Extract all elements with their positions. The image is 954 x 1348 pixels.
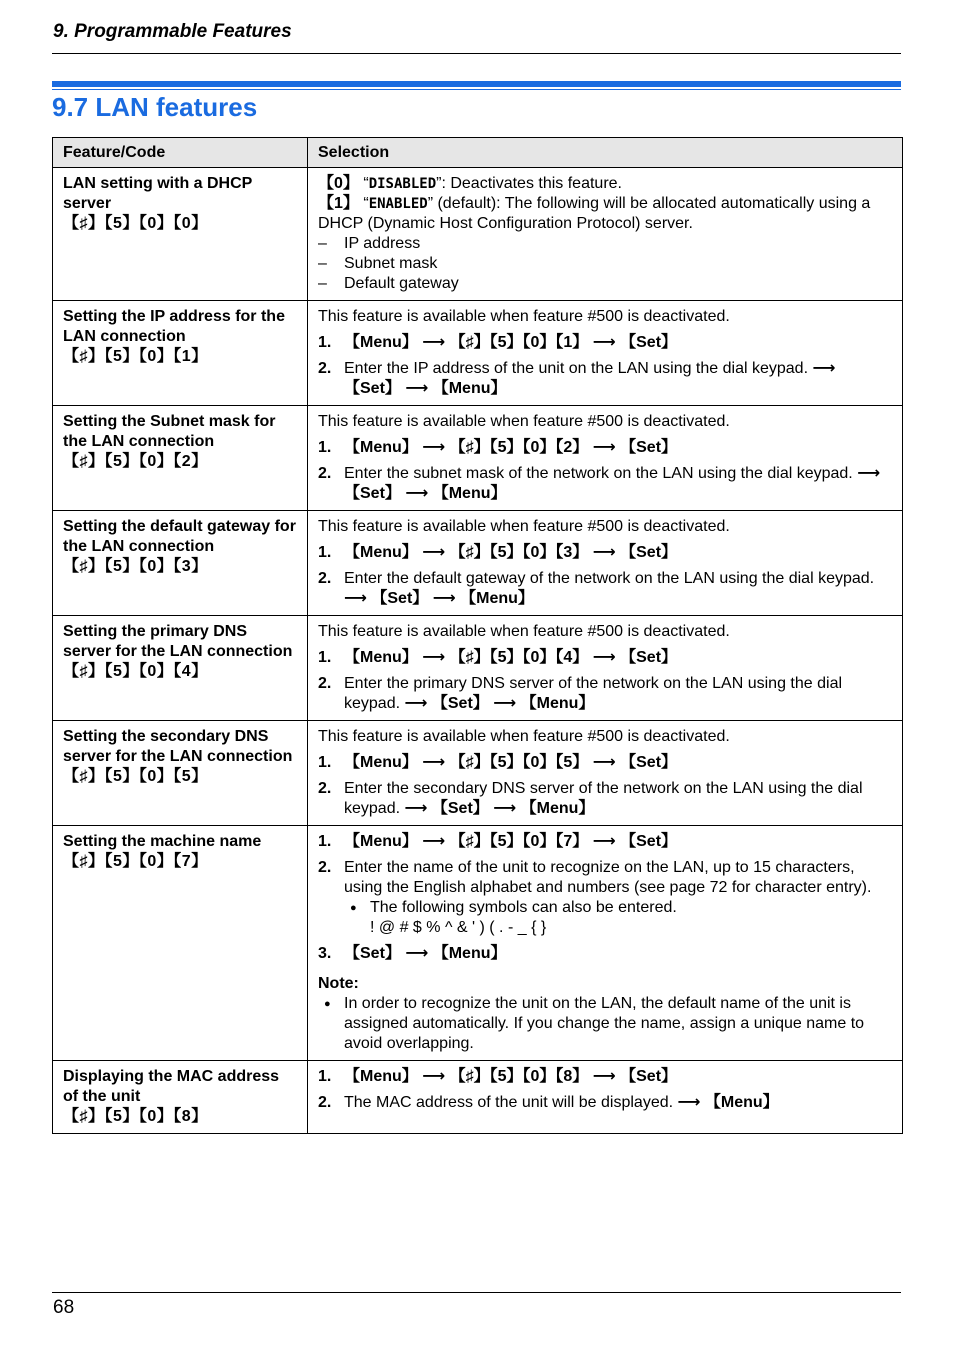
step-item: 2. Enter the IP address of the unit on the LAN using the dial keypad. ⟶ 【Set】 ⟶ 【Menu】 [318,360,836,397]
feature-cell [53,406,308,511]
selection-cell [308,616,903,721]
step-item: 2. Enter the secondary DNS server of the network on the LAN using the dial keypad. ⟶ 【Set】 ⟶ 【Menu】 [318,780,863,817]
allowed-symbols: ! @ # $ % ^ & ' ) ( . - _ { } [370,919,547,936]
availability-note: This feature is available when feature #500 is deactivated. [318,518,730,535]
feature-code: 【♯】【5】【0】【1】 [63,348,208,365]
step-item: 1. 【Menu】 ⟶ 【♯】【5】【0】【2】 ⟶ 【Set】 [318,439,678,456]
feature-cell [53,168,308,301]
feature-name: Setting the machine name [63,833,262,850]
feature-name: Setting the default gateway for the LAN connection [63,518,296,555]
steps-list [318,753,892,819]
step-text: Enter the IP address of the unit on the LAN using the dial keypad. [344,360,809,377]
step-item: 1. 【Menu】 ⟶ 【♯】【5】【0】【8】 ⟶ 【Set】 [318,1068,678,1085]
table-row [53,721,903,826]
feature-name: Setting the primary DNS server for the LAN connection [63,623,293,660]
selection-cell [308,826,903,1061]
list-item: – Subnet mask [318,254,892,274]
features-table [52,137,903,1134]
step-sub-bullets [318,898,892,918]
option-disabled: 【0】 “DISABLED”: Deactivates this feature. [318,175,622,192]
step-keys: 【Menu】 ⟶ 【♯】【5】【0】【7】 ⟶ 【Set】 [344,833,678,850]
step-item: 1. 【Menu】 ⟶ 【♯】【5】【0】【3】 ⟶ 【Set】 [318,544,678,561]
step-text: Enter the name of the unit to recognize on the LAN, up to 15 characters, using the English alphabet and numbers (see page 72 for character entry). [344,859,872,896]
feature-name: LAN setting with a DHCP server [63,175,253,212]
step-keys: ⟶ 【Set】 ⟶ 【Menu】 [404,695,595,712]
step-item: 1. 【Menu】 ⟶ 【♯】【5】【0】【4】 ⟶ 【Set】 [318,649,678,666]
feature-code: 【♯】【5】【0】【8】 [63,1108,208,1125]
step-text: The MAC address of the unit will be displayed. [344,1094,674,1111]
option-value: ENABLED [368,196,428,212]
list-item: ● In order to recognize the unit on the LAN, the default name of the unit is assigned automatically. If you change the name, assign a unique name to avoid overlapping. [318,994,892,1054]
availability-note: This feature is available when feature #500 is deactivated. [318,728,730,745]
option-text: (default): The following will be allocated automatically using a DHCP (Dynamic Host Configuration Protocol) server. [318,195,871,232]
step-text: Enter the secondary DNS server of the network on the LAN using the dial keypad. [344,780,863,817]
step-item: 2. Enter the subnet mask of the network on the LAN using the dial keypad. ⟶ 【Set】 ⟶ 【Menu】 [318,465,881,502]
table-row [53,406,903,511]
steps-list [318,333,892,399]
availability-note: This feature is available when feature #500 is deactivated. [318,623,730,640]
table-row [53,826,903,1061]
steps-list [318,438,892,504]
step-item: 3. 【Set】 ⟶ 【Menu】 [318,945,507,962]
step-keys: 【Set】 ⟶ 【Menu】 [344,945,507,962]
note-label: Note: [318,975,359,992]
step-keys: ⟶ 【Set】 ⟶ 【Menu】 [404,800,595,817]
option-key: 【0】 [318,175,359,192]
step-item: 2. Enter the name of the unit to recognize on the LAN, up to 15 characters, using the English alphabet and numbers (see page 72 for character entry). ● The following symbols can also be entered. ! @ # $ % ^ & ' ) ( . - _ { } [318,858,892,938]
feature-cell [53,1061,308,1134]
step-keys: 【Menu】 ⟶ 【♯】【5】【0】【4】 ⟶ 【Set】 [344,649,678,666]
option-enabled: 【1】 “ENABLED” (default): The following will be allocated automatically using a DHCP (Dynamic Host Configuration Protocol) server. [318,195,871,232]
dhcp-items [318,234,892,294]
selection-cell [308,511,903,616]
feature-name: Setting the secondary DNS server for the LAN connection [63,728,293,765]
step-keys: 【Menu】 ⟶ 【♯】【5】【0】【5】 ⟶ 【Set】 [344,754,678,771]
feature-name: Setting the Subnet mask for the LAN connection [63,413,276,450]
footer-divider [52,1292,901,1293]
feature-code: 【♯】【5】【0】【3】 [63,558,208,575]
selection-cell [308,168,903,301]
step-keys: 【Menu】 ⟶ 【♯】【5】【0】【2】 ⟶ 【Set】 [344,439,678,456]
step-item: 2. The MAC address of the unit will be displayed. ⟶ 【Menu】 [318,1094,779,1111]
feature-cell [53,301,308,406]
column-header-selection: Selection [308,138,903,168]
table-header-row [53,138,903,168]
section-title: 9.7 LAN features [52,92,258,122]
selection-cell [308,721,903,826]
step-keys: ⟶ 【Set】 ⟶ 【Menu】 [344,590,534,607]
feature-cell [53,826,308,1061]
selection-cell [308,1061,903,1134]
option-key: 【1】 [318,195,359,212]
table-row [53,1061,903,1134]
section-bar [52,81,901,87]
feature-code: 【♯】【5】【0】【0】 [63,215,208,232]
page-number: 68 [53,1297,75,1318]
feature-name: Displaying the MAC address of the unit [63,1068,280,1105]
step-text: Enter the subnet mask of the network on the LAN using the dial keypad. [344,465,853,482]
chapter-header: 9. Programmable Features [53,21,292,42]
step-item: 1. 【Menu】 ⟶ 【♯】【5】【0】【7】 ⟶ 【Set】 [318,833,678,850]
feature-code: 【♯】【5】【0】【7】 [63,853,208,870]
feature-cell [53,616,308,721]
option-value: DISABLED [368,176,437,192]
step-item: 1. 【Menu】 ⟶ 【♯】【5】【0】【5】 ⟶ 【Set】 [318,754,678,771]
table-row [53,168,903,301]
header-divider [52,53,901,54]
feature-code: 【♯】【5】【0】【2】 [63,453,208,470]
steps-list [318,648,892,714]
section-bar-thin [52,89,901,90]
option-text: : Deactivates this feature. [441,175,622,192]
availability-note: This feature is available when feature #500 is deactivated. [318,308,730,325]
step-keys: 【Menu】 ⟶ 【♯】【5】【0】【3】 ⟶ 【Set】 [344,544,678,561]
table-row [53,511,903,616]
availability-note: This feature is available when feature #500 is deactivated. [318,413,730,430]
column-header-feature: Feature/Code [53,138,308,168]
note-bullets [318,994,892,1054]
step-item: 1. 【Menu】 ⟶ 【♯】【5】【0】【1】 ⟶ 【Set】 [318,334,678,351]
selection-cell [308,406,903,511]
list-item: ● The following symbols can also be entered. [344,898,892,918]
steps-list [318,832,892,964]
step-item: 2. Enter the primary DNS server of the network on the LAN using the dial keypad. ⟶ 【Set】 ⟶ 【Menu】 [318,675,843,712]
feature-name: Setting the IP address for the LAN connection [63,308,285,345]
feature-code: 【♯】【5】【0】【5】 [63,768,208,785]
list-item: – Default gateway [318,274,892,294]
table-row [53,616,903,721]
steps-list [318,543,892,609]
step-keys: ⟶ 【Set】 ⟶ 【Menu】 [344,360,836,397]
step-keys: ⟶ 【Set】 ⟶ 【Menu】 [344,465,881,502]
list-item: – IP address [318,234,892,254]
selection-cell [308,301,903,406]
table-row [53,301,903,406]
step-text: Enter the primary DNS server of the network on the LAN using the dial keypad. [344,675,843,712]
step-keys: 【Menu】 ⟶ 【♯】【5】【0】【8】 ⟶ 【Set】 [344,1068,678,1085]
feature-cell [53,511,308,616]
step-keys: 【Menu】 ⟶ 【♯】【5】【0】【1】 ⟶ 【Set】 [344,334,678,351]
feature-code: 【♯】【5】【0】【4】 [63,663,208,680]
step-item: 2. Enter the default gateway of the network on the LAN using the dial keypad. ⟶ 【Set】 ⟶ 【Menu】 [318,570,875,607]
feature-cell [53,721,308,826]
step-keys: ⟶ 【Menu】 [677,1094,779,1111]
steps-list [318,1067,892,1113]
step-text: Enter the default gateway of the network on the LAN using the dial keypad. [344,570,875,587]
